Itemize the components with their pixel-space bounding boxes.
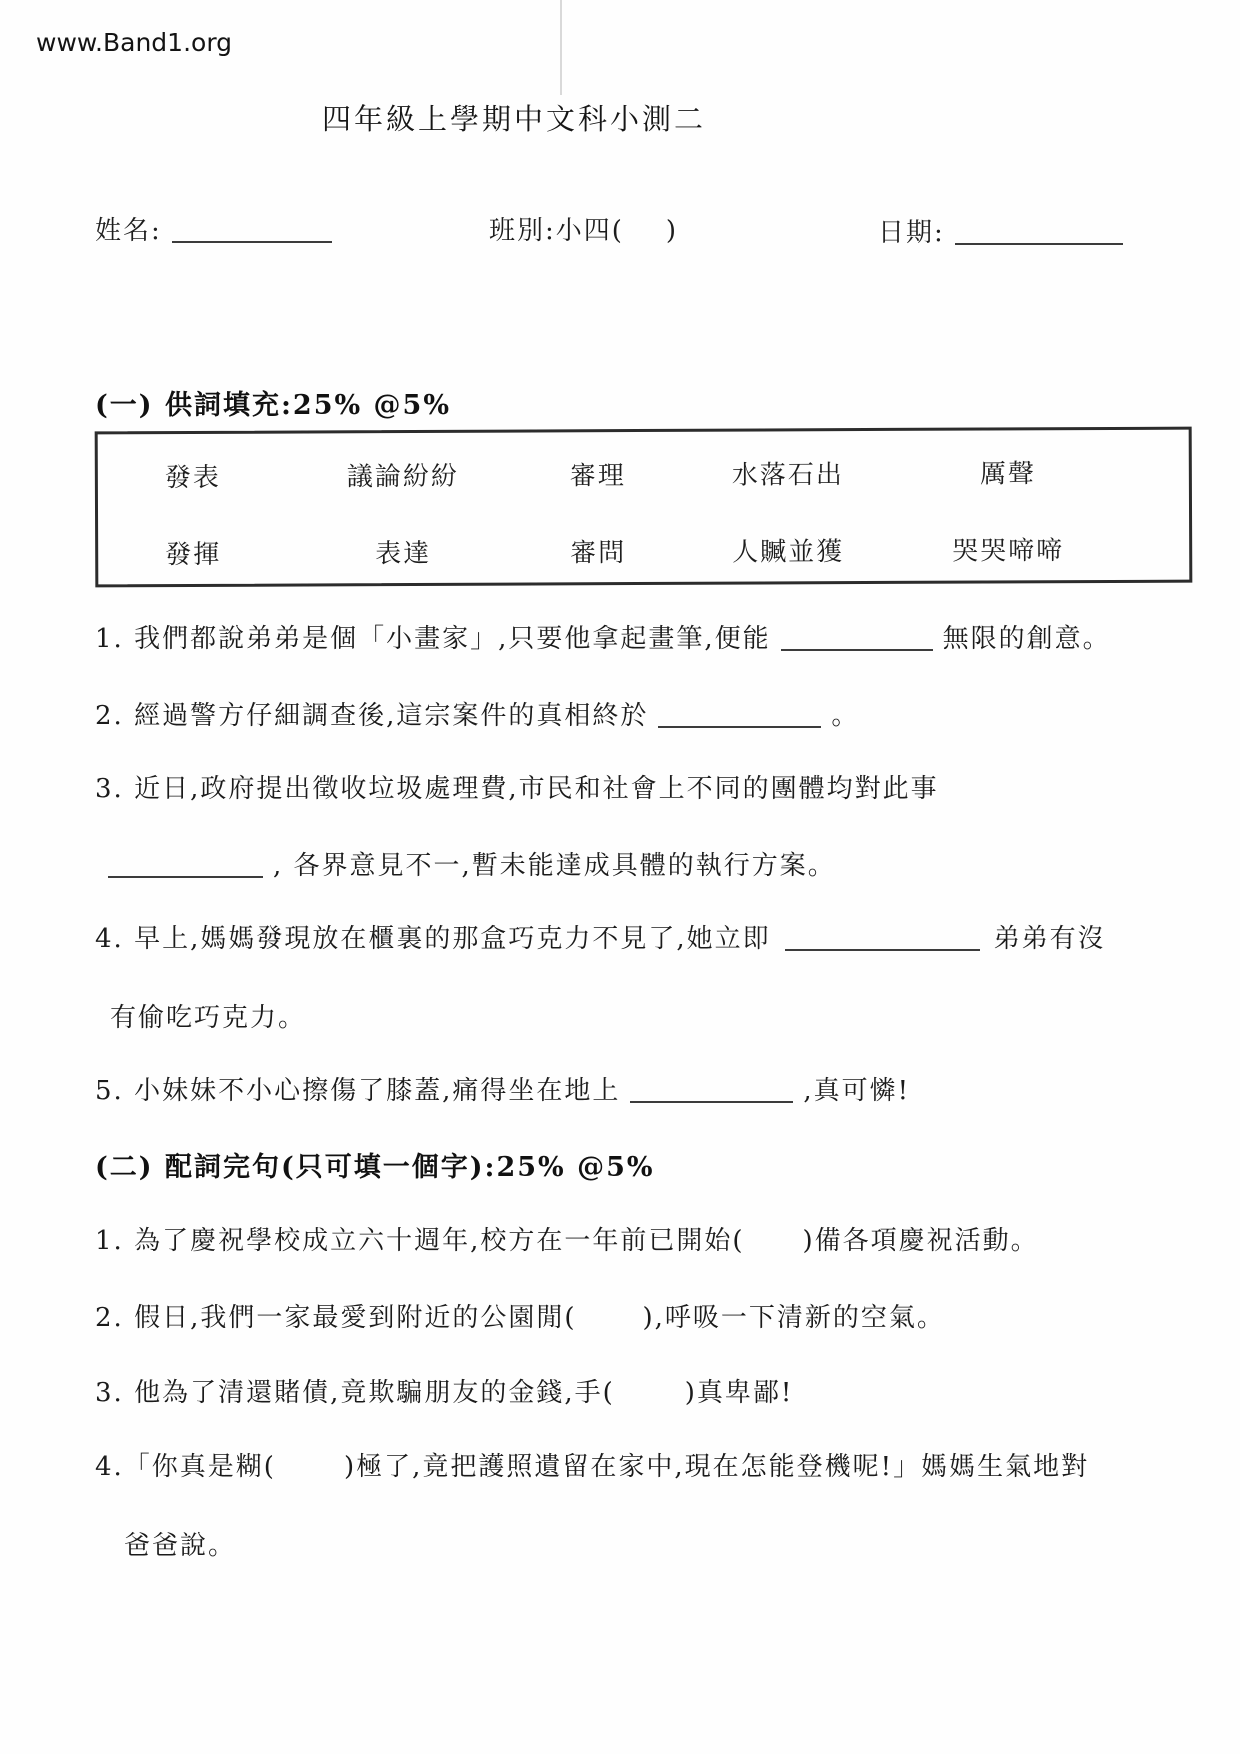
question-text: 弟弟有沒 bbox=[993, 924, 1106, 954]
question-text: 3. 他為了清還賭債,竟欺騙朋友的金錢,手( bbox=[95, 1378, 615, 1408]
question-text: ,真可憐! bbox=[803, 1076, 911, 1106]
answer-blank bbox=[658, 702, 821, 728]
word-bank-term: 厲聲 bbox=[979, 459, 1036, 490]
question-text: 2. 經過警方仔細調查後,這宗案件的真相終於 bbox=[95, 701, 649, 731]
date-fill-line bbox=[955, 219, 1123, 245]
s1-question-1 bbox=[95, 618, 1111, 655]
question-text: 4. 早上,媽媽發現放在櫃裏的那盒巧克力不見了,她立即 bbox=[95, 924, 771, 954]
question-text: )真卑鄙! bbox=[684, 1378, 794, 1408]
answer-blank bbox=[630, 1077, 793, 1103]
s2-question-2 bbox=[95, 1297, 945, 1334]
word-bank-row bbox=[98, 453, 1189, 495]
question-text: 1. 為了慶祝學校成立六十週年,校方在一年前已開始( bbox=[95, 1226, 745, 1256]
word-bank-term: 人贓並獲 bbox=[732, 537, 845, 568]
question-text: 2. 假日,我們一家最愛到附近的公園閒( bbox=[95, 1303, 577, 1333]
word-bank-term: 審問 bbox=[570, 538, 627, 569]
section1-heading: (一) 供詞填充:25% @5% bbox=[95, 390, 451, 421]
word-bank-row bbox=[98, 530, 1189, 572]
question-text: )備各項慶祝活動。 bbox=[802, 1226, 1039, 1256]
question-text: 。 bbox=[831, 701, 860, 731]
s1-question-4-line1 bbox=[95, 918, 1106, 955]
date-label: 日期: bbox=[878, 218, 945, 248]
answer-blank bbox=[781, 625, 933, 651]
s1-question-5 bbox=[95, 1070, 910, 1107]
student-info-row bbox=[95, 210, 342, 247]
s2-question-3 bbox=[95, 1372, 793, 1409]
question-text: )極了,竟把護照遺留在家中,現在怎能登機呢!」媽媽生氣地對 bbox=[343, 1452, 1090, 1482]
s1-question-3-line1 bbox=[95, 768, 939, 805]
section2-heading: (二) 配詞完句(只可填一個字):25% @5% bbox=[95, 1152, 655, 1183]
word-bank-term: 發表 bbox=[164, 462, 221, 494]
scan-artifact-line bbox=[560, 0, 562, 95]
s1-question-2 bbox=[95, 695, 859, 732]
s2-question-1 bbox=[95, 1220, 1039, 1257]
s1-question-3-line2 bbox=[108, 845, 836, 882]
question-text: 3. 近日,政府提出徵收垃圾處理費,市民和社會上不同的團體均對此事 bbox=[95, 774, 939, 804]
page-title: 四年級上學期中文科小測二 bbox=[322, 102, 707, 136]
s2-question-4-line2 bbox=[124, 1525, 236, 1562]
question-text: 5. 小妹妹不小心擦傷了膝蓋,痛得坐在地上 bbox=[95, 1076, 621, 1106]
watermark-url: www.Band1.org bbox=[36, 28, 233, 57]
question-text: 爸爸說。 bbox=[124, 1531, 237, 1561]
s1-question-4-line2 bbox=[110, 997, 306, 1034]
question-text: 4.「你真是糊( bbox=[95, 1452, 276, 1482]
question-text: ),呼吸一下清新的空氣。 bbox=[642, 1303, 945, 1333]
class-label: 班別:小四( bbox=[489, 216, 624, 246]
question-text: 有偷吃巧克力。 bbox=[110, 1003, 307, 1033]
question-text: 1. 我們都說弟弟是個「小畫家」,只要他拿起畫筆,便能 bbox=[95, 624, 771, 654]
name-label: 姓名: bbox=[95, 216, 162, 246]
word-bank-term: 水落石出 bbox=[731, 460, 844, 491]
word-bank-term: 表達 bbox=[375, 538, 432, 570]
word-bank-term: 發揮 bbox=[165, 539, 222, 571]
word-bank-box bbox=[95, 427, 1193, 588]
date-field bbox=[878, 212, 1133, 249]
question-text: , 各界意見不一,暫未能達成具體的執行方案。 bbox=[273, 851, 836, 881]
s2-question-4-line1 bbox=[95, 1446, 1089, 1483]
answer-blank bbox=[785, 925, 980, 951]
class-paren-close: ) bbox=[665, 216, 679, 246]
name-fill-line bbox=[172, 217, 332, 243]
word-bank-term: 議論紛紛 bbox=[346, 461, 459, 493]
question-text: 無限的創意。 bbox=[942, 624, 1111, 654]
class-field bbox=[489, 210, 678, 247]
answer-blank bbox=[108, 852, 263, 878]
word-bank-term: 哭哭啼啼 bbox=[952, 536, 1065, 567]
word-bank-term: 審理 bbox=[569, 461, 626, 492]
